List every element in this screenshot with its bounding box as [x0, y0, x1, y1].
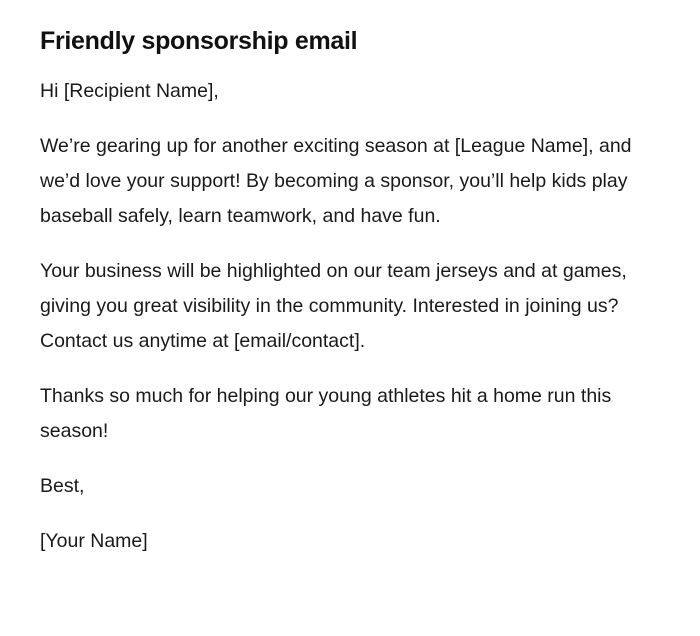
email-paragraph-intro: We’re gearing up for another exciting season at [League Name], and we’d love your support! By becoming a sponsor, you’ll help kids play baseball safely, learn teamwork, and have fun. — [40, 135, 632, 227]
email-closing: Best, — [40, 475, 85, 497]
document-title: Friendly sponsorship email — [40, 27, 358, 55]
email-greeting: Hi [Recipient Name], — [40, 80, 219, 102]
email-signature: [Your Name] — [40, 530, 148, 552]
email-paragraph-thanks: Thanks so much for helping our young athletes hit a home run this season! — [40, 385, 612, 442]
email-paragraph-benefits: Your business will be highlighted on our team jerseys and at games, giving you great visibility in the community. Interested in joining us? Contact us anytime at [email/contact]. — [40, 260, 627, 352]
